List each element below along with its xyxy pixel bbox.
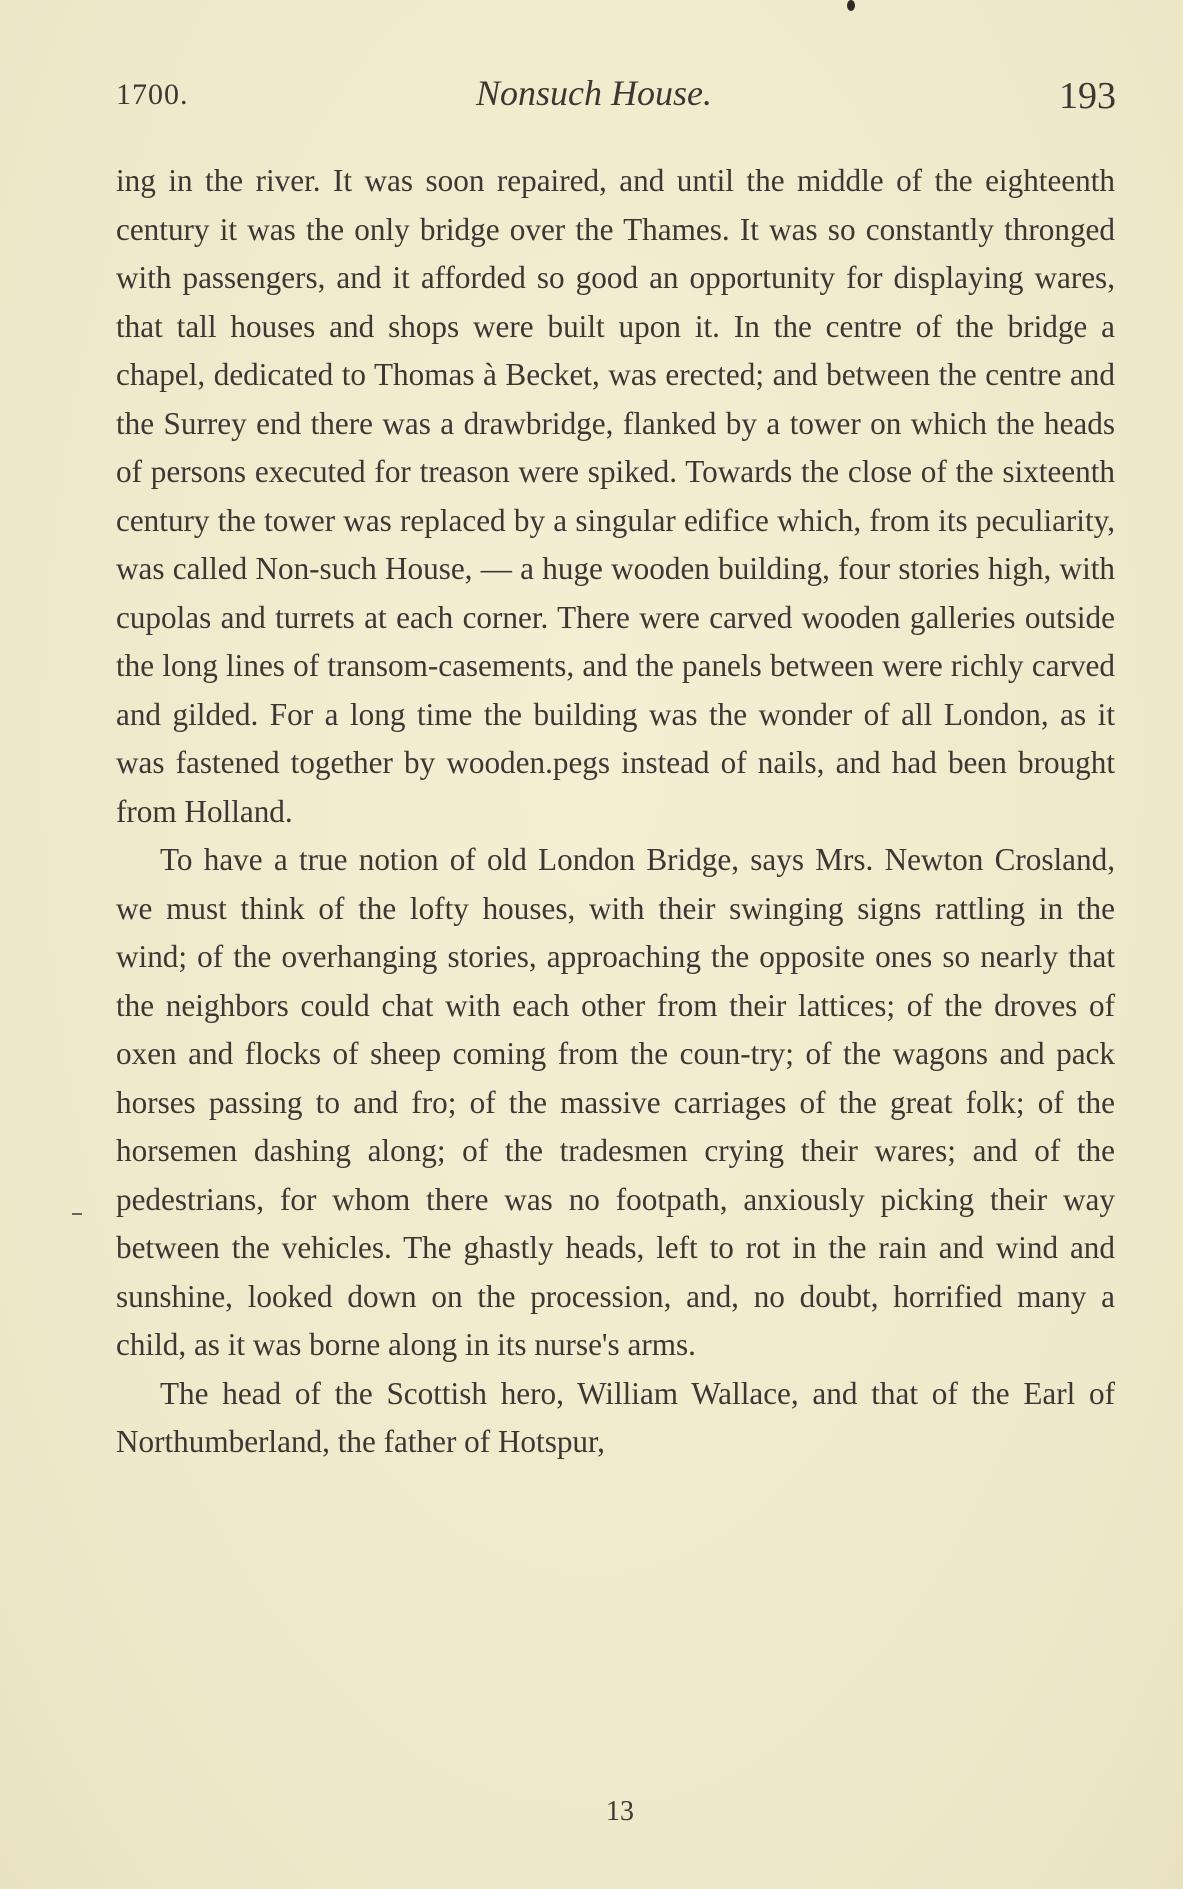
page-number: 193 [1059, 75, 1116, 117]
running-header [116, 72, 1116, 122]
body-text [116, 157, 1115, 1467]
signature-mark: 13 [606, 1796, 634, 1827]
margin-mark [72, 1213, 82, 1215]
paragraph: The head of the Scottish hero, William Wallace, and that of the Earl of Northumberland, the father of Hotspur, [116, 1375, 1115, 1459]
header-year: 1700. [116, 78, 189, 111]
ink-speck [847, 0, 855, 11]
paragraph: To have a true notion of old London Bridge, says Mrs. Newton Crosland, we must think of the lofty houses, with their swinging signs rattling in the wind; of the overhanging stories, approaching the opposite ones so nearly that the neighbors could chat with each other from their lattices; of the droves of oxen and flocks of sheep coming from the coun-try; of the wagons and pack horses passing to and fro; of the massive carriages of the great folk; of the horsemen dashing along; of the tradesmen crying their wares; and of the pedestrians, for whom there was no footpath, anxiously picking their way between the vehicles. The ghastly heads, left to rot in the rain and wind and sunshine, looked down on the procession, and, no doubt, horrified many a child, as it was borne along in its nurse's arms. [116, 842, 1115, 1362]
running-title: Nonsuch House. [476, 73, 712, 113]
paragraph: ing in the river. It was soon repaired, and until the middle of the eighteenth century it was the only bridge over the Thames. It was so constantly thronged with passengers, and it afforded so good an opportunity for displaying wares, that tall houses and shops were built upon it. In the centre of the bridge a chapel, dedicated to Thomas à Becket, was erected; and between the centre and the Surrey end there was a drawbridge, flanked by a tower on which the heads of persons executed for treason were spiked. Towards the close of the sixteenth century the tower was replaced by a singular edifice which, from its peculiarity, was called Non-such House, — a huge wooden building, four stories high, with cupolas and turrets at each corner. There were carved wooden galleries outside the long lines of transom-casements, and the panels between were richly carved and gilded. For a long time the building was the wonder of all London, as it was fastened together by wooden.pegs instead of nails, and had been brought from Holland. [116, 163, 1115, 829]
